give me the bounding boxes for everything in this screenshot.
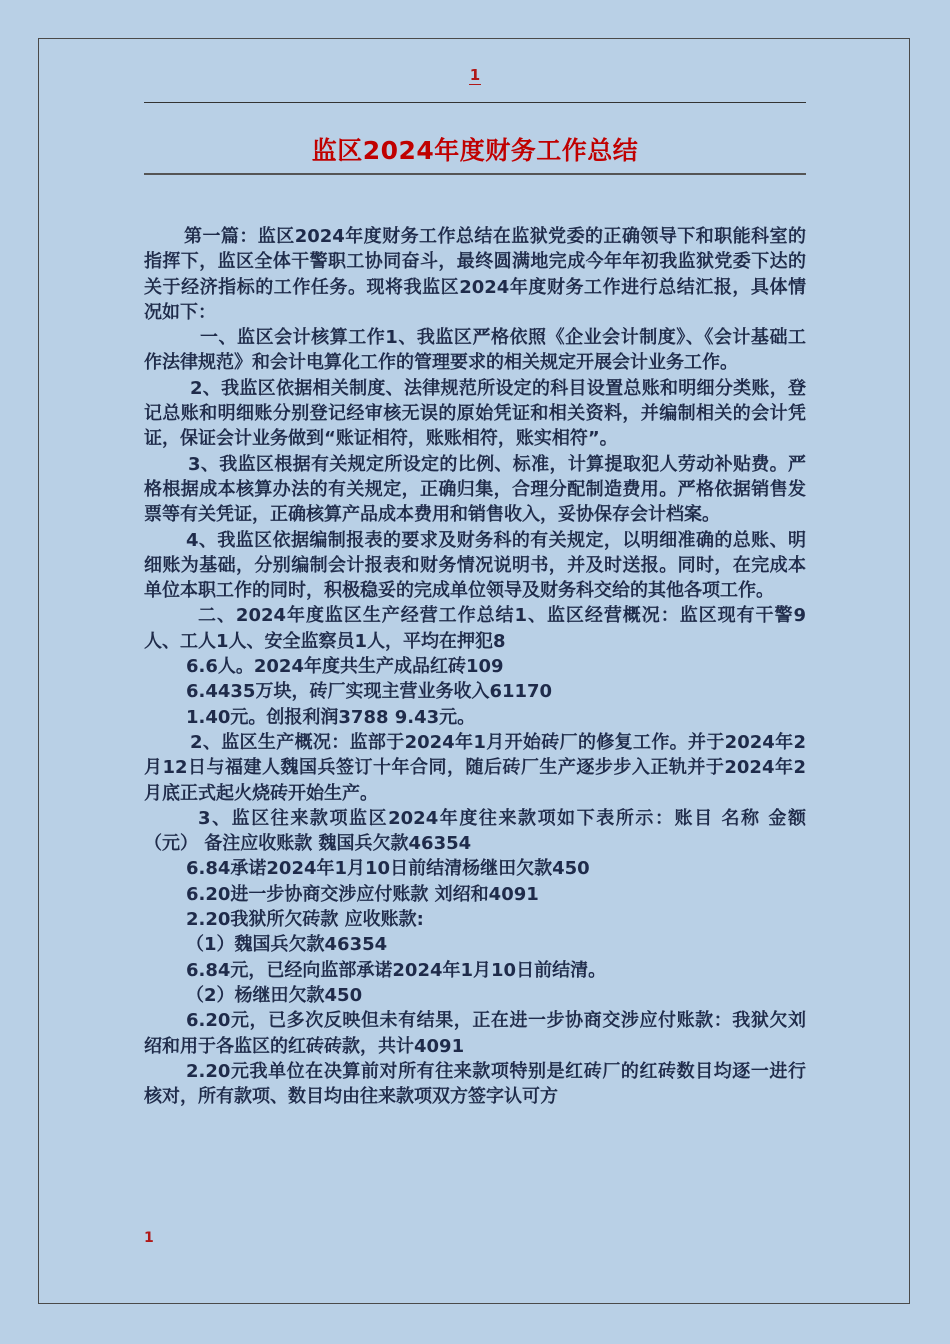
document-title: 监区2024年度财务工作总结	[311, 136, 639, 165]
body-paragraph: 3、监区往来款项监区2024年度往来款项如下表所示：账目 名称 金额（元） 备注应收账款 魏国兵欠款46354	[144, 807, 806, 855]
body-paragraph: （1）魏国兵欠款46354	[186, 934, 388, 956]
header-page-number	[0, 66, 950, 84]
body-paragraph: 3、我监区根据有关规定所设定的比例、标准，计算提取犯人劳动补贴费。严格根据成本核算办法的有关规定，正确归集，合理分配制造费用。严格依据销售发票等有关凭证，正确核算产品成本费用和销售收入，妥协保存会计档案。	[144, 453, 806, 526]
body-paragraph: 一、监区会计核算工作1、我监区严格依照《企业会计制度》、《会计基础工作法律规范》和会计电算化工作的管理要求的相关规定开展会计业务工作。	[144, 327, 806, 374]
document-body	[144, 224, 806, 1109]
header-rule	[144, 102, 806, 103]
header-page-number-text: 1	[469, 66, 481, 84]
body-paragraph: 4、我监区依据编制报表的要求及财务科的有关规定，以明细准确的总账、明细账为基础，分别编制会计报表和财务情况说明书，并及时送报。同时，在完成本单位本职工作的同时，积极稳妥的完成单位领导及财务科交给的其他各项工作。	[144, 529, 806, 602]
body-paragraph: 二、2024年度监区生产经营工作总结1、监区经营概况：监区现有干警9人、工人1人、安全监察员1人，平均在押犯8	[144, 605, 806, 652]
footer-page-number: 1	[144, 1230, 154, 1246]
body-paragraph: 6.20元，已多次反映但未有结果，正在进一步协商交涉应付账款：我狱欠刘绍和用于各监区的红砖砖款，共计4091	[144, 1010, 806, 1057]
body-paragraph: 6.84承诺2024年1月10日前结清杨继田欠款450	[186, 858, 590, 880]
body-paragraph: 2.20元我单位在决算前对所有往来款项特别是红砖厂的红砖数目均逐一进行核对，所有款项、数目均由往来款项双方签字认可方	[144, 1060, 806, 1108]
body-paragraph: （2）杨继田欠款450	[186, 984, 363, 1006]
body-paragraph: 2、我监区依据相关制度、法律规范所设定的科目设置总账和明细分类账，登记总账和明细账分别登记经审核无误的原始凭证和相关资料，并编制相关的会计凭证，保证会计业务做到“账证相符，账账相符，账实相符”。	[144, 377, 806, 450]
body-paragraph: 2、监区生产概况：监部于2024年1月开始砖厂的修复工作。并于2024年2月12日与福建人魏国兵签订十年合同，随后砖厂生产逐步步入正轨并于2024年2月底正式起火烧砖开始生产。	[144, 731, 806, 804]
body-paragraph: 6.84元，已经向监部承诺2024年1月10日前结清。	[186, 959, 607, 981]
body-paragraph: 6.20进一步协商交涉应付账款 刘绍和4091	[186, 883, 539, 905]
body-paragraph: 第一篇：监区2024年度财务工作总结在监狱党委的正确领导下和职能科室的指挥下，监区全体干警职工协同奋斗，最终圆满地完成今年年初我监狱党委下达的关于经济指标的工作任务。现将我监区2024年度财务工作进行总结汇报，具体情况如下：	[144, 226, 806, 323]
title-rule	[144, 173, 806, 175]
body-paragraph: 1.40元。创报利润3788 9.43元。	[186, 706, 476, 728]
body-paragraph: 6.4435万块，砖厂实现主营业务收入61170	[186, 681, 553, 703]
body-paragraph: 6.6人。2024年度共生产成品红砖109	[186, 656, 504, 678]
body-paragraph: 2.20我狱所欠砖款 应收账款:	[186, 909, 424, 931]
